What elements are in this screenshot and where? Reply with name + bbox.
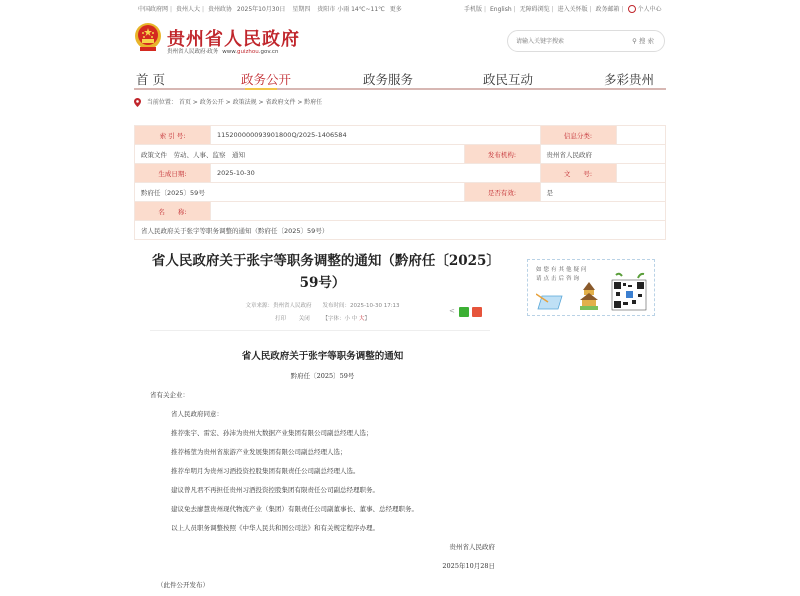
- link-gz-npc[interactable]: 贵州人大: [175, 6, 200, 13]
- link-gov-cn[interactable]: 中国政府网: [138, 6, 169, 13]
- paragraph: 建议曾凡君不再担任贵州习酒投资控股集团有限责任公司副总经理职务。: [171, 486, 379, 494]
- search-icon: ⚲: [632, 37, 637, 45]
- weather: 贵阳市 小雨 14℃~11℃: [317, 6, 385, 13]
- sign-date: 2025年10月28日: [442, 562, 495, 570]
- paragraph: 推荐杨堃为贵州省旅游产业发展集团有限公司副总经理人选；: [171, 448, 347, 456]
- link-elder-mode[interactable]: 进入关怀版: [557, 6, 588, 13]
- weibo-share-icon[interactable]: [472, 307, 482, 317]
- docno-value: 黔府任〔2025〕59号: [135, 183, 465, 202]
- current-date: 2025年10月30日: [236, 6, 286, 13]
- publish-note: （此件公开发布）: [157, 581, 209, 589]
- docno-empty: [616, 164, 666, 183]
- close-link[interactable]: 关闭: [298, 316, 310, 322]
- consult-text: 如您有其他疑问 请点击后咨询: [536, 267, 589, 282]
- paragraph: 以上人员职务调整按照《中华人民共和国公司法》和有关规定程序办理。: [171, 524, 379, 532]
- article-source-line: 文章来源：贵州省人民政府 发布时间：2025-10-30 17:13: [245, 303, 400, 309]
- document-pen-icon: [536, 290, 564, 310]
- docno-label: 文 号:: [540, 164, 616, 183]
- header: [0, 14, 800, 66]
- qr-code: [610, 272, 648, 312]
- body-serial: 黔府任〔2025〕59号: [290, 372, 355, 380]
- topics-value: 政策文件 劳动、人事、监察 通知: [135, 145, 465, 164]
- weather-more-link[interactable]: 更多: [389, 6, 402, 13]
- body-heading: 省人民政府关于张宇等职务调整的通知: [241, 351, 404, 362]
- paragraph: 推荐张宇、雷宏、孙沛为贵州大数据产业集团有限公司副总经理人选；: [171, 429, 373, 437]
- divider: [150, 330, 490, 331]
- font-small[interactable]: 小: [344, 316, 350, 322]
- crumb-prov-docs[interactable]: 省政府文件: [265, 99, 296, 106]
- paragraph: 建议免去廖慧贵州现代物流产业（集团）有限责任公司副董事长、董事、总经理职务。: [171, 505, 418, 513]
- publisher-value: 贵州省人民政府: [540, 145, 666, 164]
- font-medium[interactable]: 中: [351, 316, 358, 322]
- user-icon: [628, 5, 636, 13]
- search-button[interactable]: ⚲ 搜 索: [632, 37, 654, 45]
- weekday: 星期四: [292, 6, 311, 13]
- category-value: [616, 126, 666, 145]
- print-link[interactable]: 打印: [274, 316, 286, 322]
- paragraph: 推荐牟明月为贵州习酒投资控股集团有限责任公司副总经理人选。: [171, 467, 360, 475]
- search-box: [507, 30, 665, 52]
- index-value: 115200000093901800Q/2025-1406584: [211, 126, 541, 145]
- location-pin-icon: [134, 98, 141, 107]
- document-metadata: [134, 125, 666, 240]
- signature: 贵州省人民政府: [449, 543, 495, 551]
- name-value: 省人民政府关于张宇等职务调整的通知（黔府任〔2025〕59号）: [135, 221, 666, 240]
- article-tools: 打印 关闭 【字体：小 中 大】: [274, 316, 371, 322]
- nav-active-indicator: [245, 88, 277, 90]
- crumb-gov-affairs[interactable]: 政务公开: [199, 99, 224, 106]
- valid-label: 是否有效:: [464, 183, 540, 202]
- link-user-center[interactable]: 个人中心: [637, 6, 662, 13]
- link-gz-cppcc[interactable]: 贵州政协: [207, 6, 232, 13]
- link-gov-mail[interactable]: 政务邮箱: [595, 6, 620, 13]
- addressee: 省有关企业：: [150, 391, 189, 399]
- paragraph: 省人民政府同意：: [171, 410, 223, 418]
- pagoda-icon: [578, 280, 600, 312]
- name-label: 名 称:: [135, 202, 211, 221]
- main-nav: [134, 68, 666, 90]
- name-empty: [211, 202, 666, 221]
- date-value: 2025-10-30: [211, 164, 541, 183]
- wechat-share-icon[interactable]: [459, 307, 469, 317]
- font-large[interactable]: 大: [359, 316, 365, 322]
- nav-colorful-guizhou[interactable]: 多彩贵州: [604, 72, 655, 87]
- crumb-policy[interactable]: 政策法规: [232, 99, 257, 106]
- link-accessibility[interactable]: 无障碍浏览: [519, 6, 550, 13]
- valid-value: 是: [540, 183, 666, 202]
- publisher-label: 发布机构:: [464, 145, 540, 164]
- site-title[interactable]: 贵州省人民政府: [167, 29, 300, 50]
- site-subtitle: 贵州省人民政府·政务 www.guizhou.gov.cn: [167, 49, 279, 55]
- article-title: 省人民政府关于张宇等职务调整的通知（黔府任〔2025〕59号）: [151, 253, 494, 291]
- top-bar: 中国政府网 | 贵州人大 | 贵州政协 2025年10月30日 星期四 贵阳市 小雨 14℃~11℃ 更多 手机版 | English | 无障碍浏览 | 进入关怀版 | 政务邮箱 | 个人中心: [138, 6, 662, 13]
- search-input[interactable]: [516, 36, 616, 47]
- nav-home[interactable]: 首 页: [136, 72, 165, 87]
- crumb-current[interactable]: 黔府任: [304, 99, 323, 106]
- nav-gov-affairs-public[interactable]: 政务公开: [241, 72, 292, 87]
- breadcrumb: 当前位置： 首页 > 政务公开 > 政策法规 > 省政府文件 > 黔府任: [134, 97, 322, 107]
- link-english[interactable]: English: [489, 6, 512, 13]
- crumb-home[interactable]: 首页: [178, 99, 191, 106]
- consult-qr-banner[interactable]: [527, 259, 655, 316]
- nav-gov-services[interactable]: 政务服务: [363, 72, 414, 87]
- date-label: 生成日期:: [135, 164, 211, 183]
- index-label: 索 引 号:: [135, 126, 211, 145]
- category-label: 信息分类:: [540, 126, 616, 145]
- link-mobile[interactable]: 手机版: [464, 6, 483, 13]
- share-icon[interactable]: <: [449, 307, 455, 315]
- nav-interaction[interactable]: 政民互动: [483, 72, 534, 87]
- national-emblem-icon: [134, 22, 162, 54]
